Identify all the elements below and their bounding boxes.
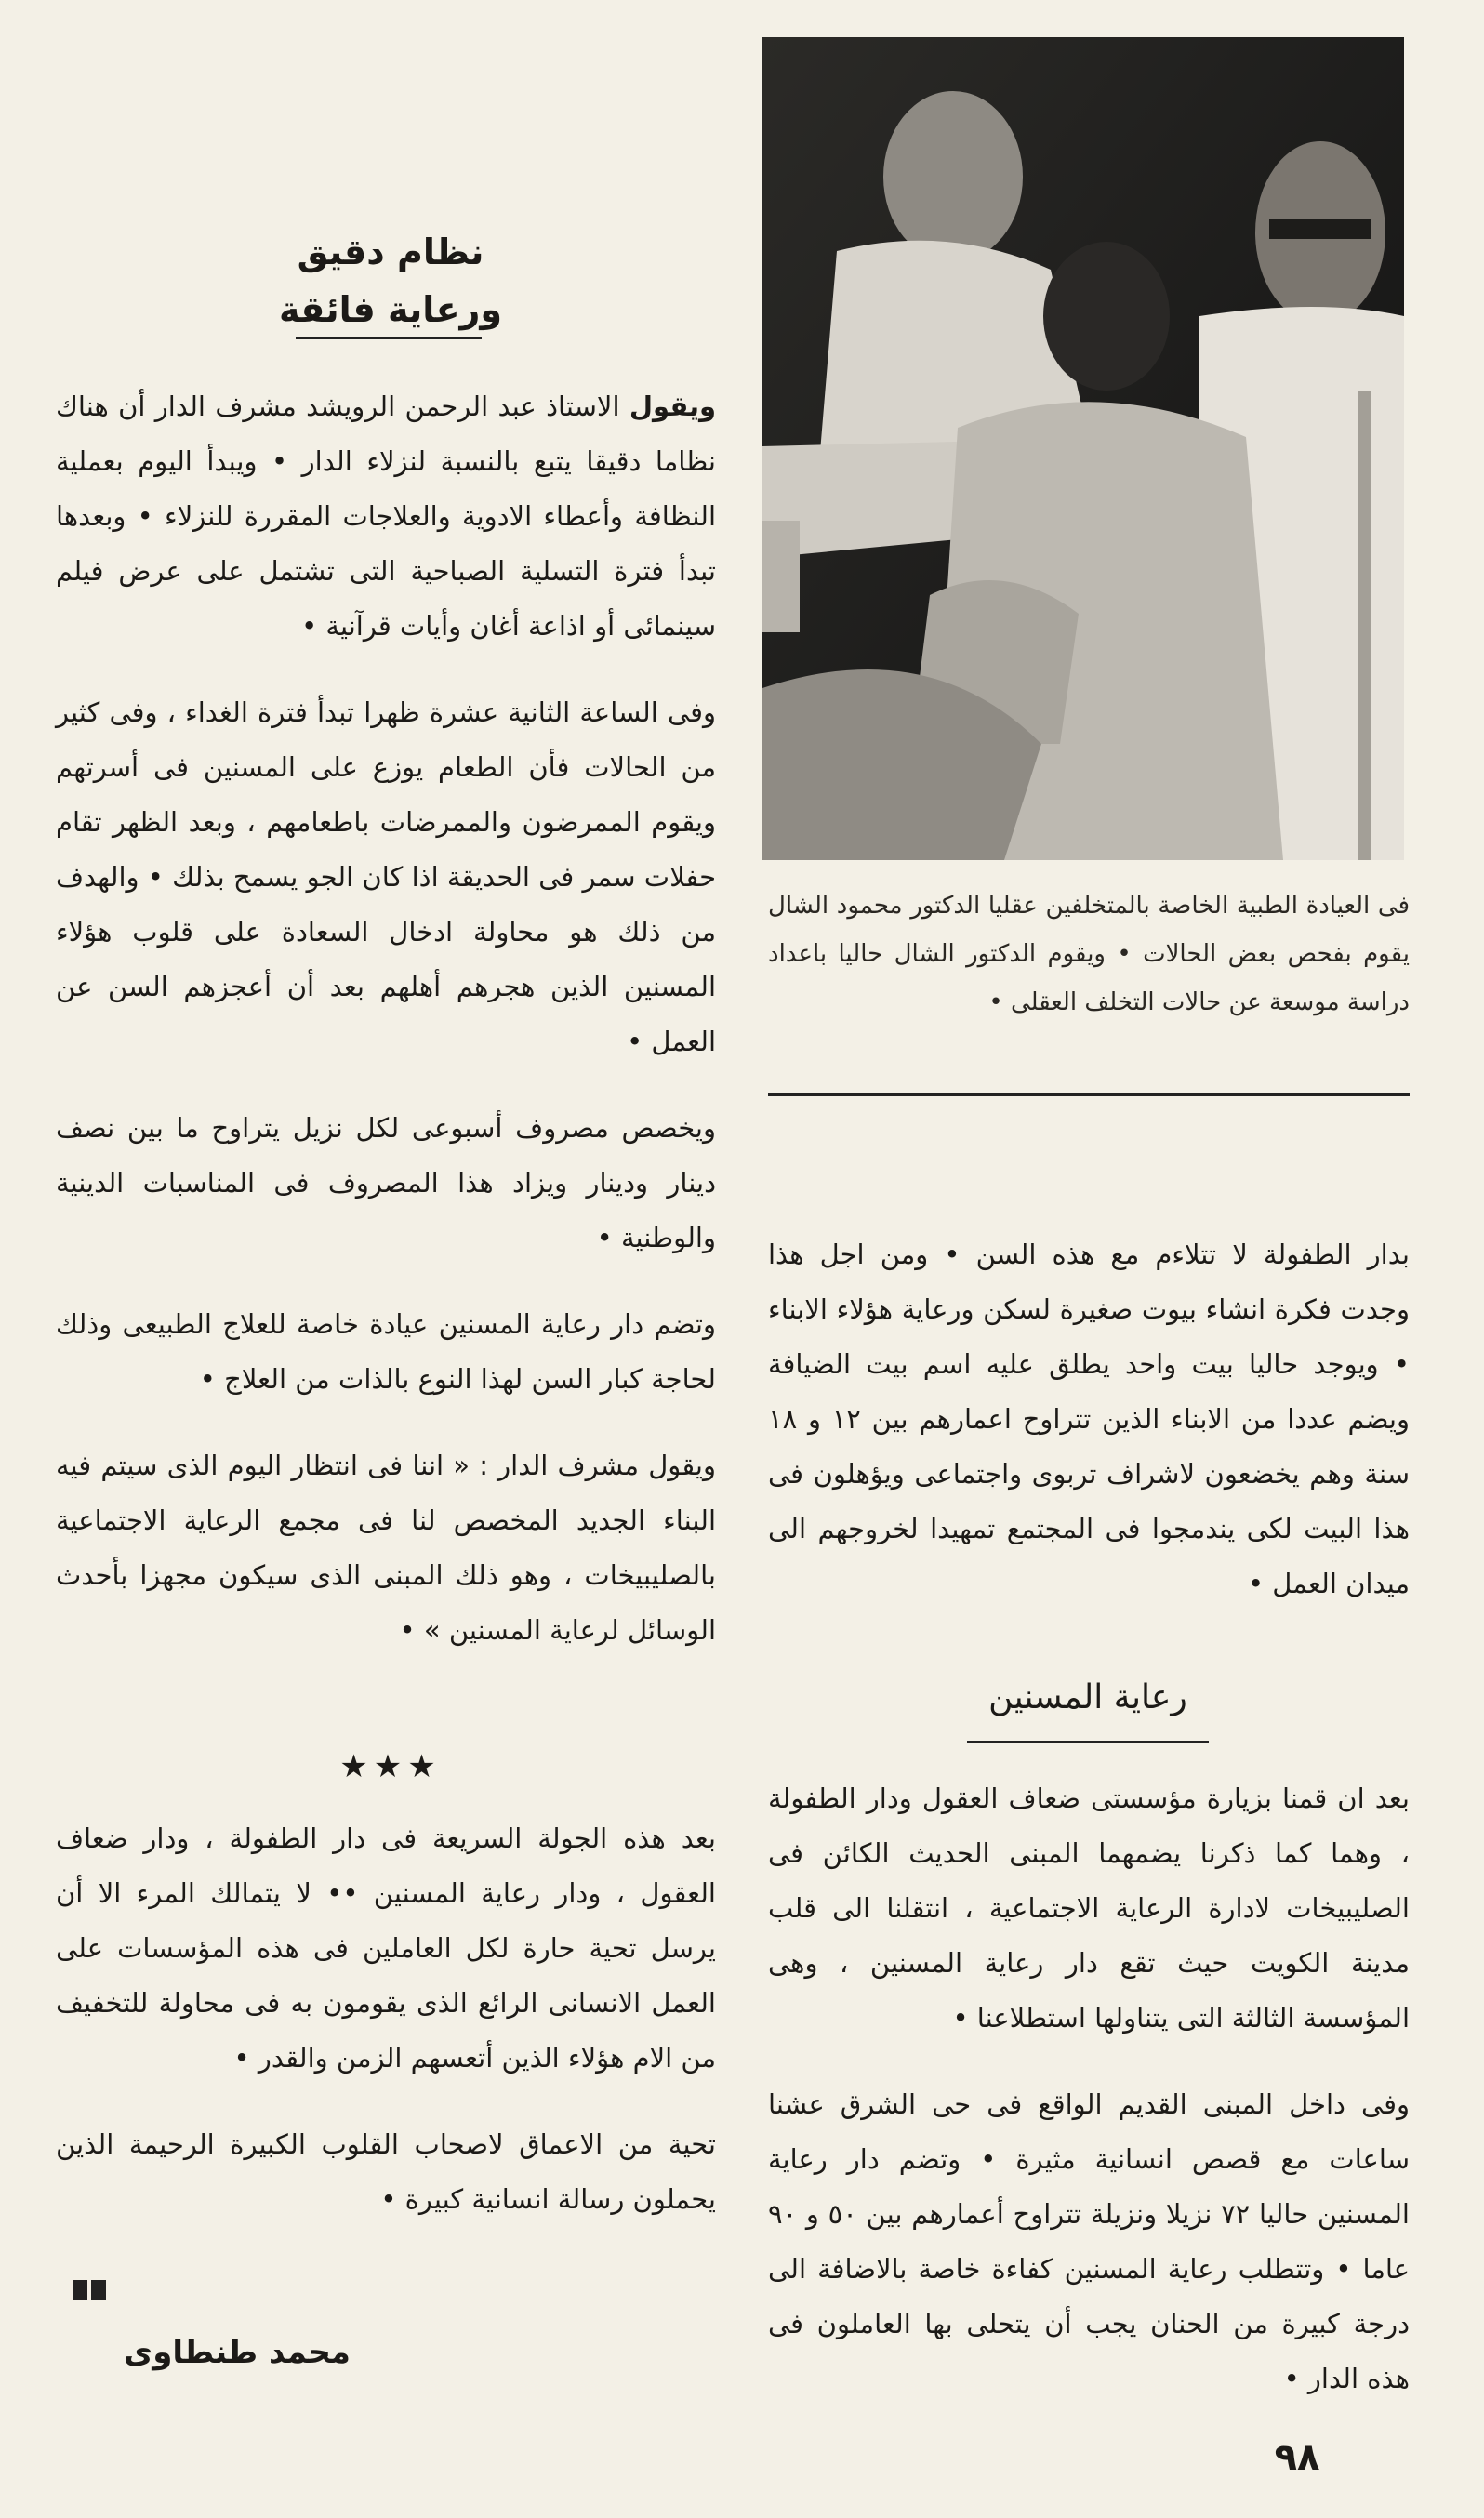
left-section-heading	[232, 223, 549, 338]
left-heading-line-1: نظام دقيق	[297, 232, 484, 272]
section-separator-stars: ★★★	[339, 1748, 442, 1785]
clinic-photo-illustration	[762, 37, 1404, 860]
left-paragraph-3: ويخصص مصروف أسبوعى لكل نزيل يتراوح ما بين نصف دينار ودينار ويزاد هذا المصروف فى المناسبات الدينية والوطنية •	[56, 1112, 716, 1253]
left-paragraph-4: وتضم دار رعاية المسنين عيادة خاصة للعلاج الطبيعى وذلك لحاجة كبار السن لهذا النوع بالذات من العلاج •	[56, 1308, 716, 1395]
left-paragraph-2: وفى الساعة الثانية عشرة ظهرا تبدأ فترة الغداء ، وفى كثير من الحالات فأن الطعام يوزع على المسنين فى أسرتهم ويقوم الممرضون والممرضات باطعامهم ، وبعد الظهر تقام حفلات سمر فى الحديقة اذا كان الجو يسمح بذلك • والهدف من ذلك هو محاولة ادخال السعادة على قلوب هؤلاء المسنين الذين هجرهم أهلهم بعد أن أعجزهم السن عن العمل •	[56, 696, 716, 1057]
left-paragraph-1-lead: ويقول	[629, 391, 716, 422]
left-column-body-bottom	[56, 1811, 716, 2259]
right-paragraph-1: بدار الطفولة لا تتلاءم مع هذه السن • ومن اجل هذا وجدت فكرة انشاء بيوت صغيرة لسكن ورعاية هؤلاء الابناء • ويوجد حاليا بيت واحد يطلق عليه اسم بيت الضيافة ويضم عددا من الابناء الذين تتراوح اعمارهم بين ١٢ و ١٨ سنة وهم يخضعون لاشراف تربوى واجتماعى ويؤهلون فى هذا البيت لكى يندمجوا فى المجتمع تمهيدا لخروجهم الى ميدان العمل •	[768, 1239, 1410, 1599]
right-column-body-bottom	[768, 1771, 1410, 2438]
right-paragraph-2: بعد ان قمنا بزيارة مؤسستى ضعاف العقول ودار الطفولة ، وهما كما ذكرنا يضمهما المبنى الحديث الكائن فى الصليبيخات لادارة الرعاية الاجتماعية ، انتقلنا الى قلب مدينة الكويت حيث تقع دار رعاية المسنين ، وهى المؤسسة الثالثة التى يتناولها استطلاعنا •	[768, 1782, 1410, 2034]
page-number: ٩٨	[1274, 2436, 1320, 2479]
right-heading-underline	[967, 1741, 1209, 1743]
left-paragraph-6: بعد هذه الجولة السريعة فى دار الطفولة ، ودار ضعاف العقول ، ودار رعاية المسنين •• لا يتمالك المرء الا أن يرسل تحية حارة لكل العاملين فى هذه المؤسسات على العمل الانسانى الرائع الذى يقومون به فى محاولة للتخفيف من الام هؤلاء الذين أتعسهم الزمن والقدر •	[56, 1822, 716, 2074]
left-paragraph-1	[56, 379, 716, 654]
right-paragraph-3: وفى داخل المبنى القديم الواقع فى حى الشرق عشنا ساعات مع قصص انسانية مثيرة • وتضم دار رعاية المسنين حاليا ٧٢ نزيلا ونزيلة تتراوح أعمارهم بين ٥٠ و ٩٠ عاما • وتتطلب رعاية المسنين كفاءة خاصة بالاضافة الى درجة كبيرة من الحنان يجب أن يتحلى بها العاملون فى هذه الدار •	[768, 2088, 1410, 2394]
caption-divider	[768, 1093, 1410, 1096]
left-heading-line-2: ورعاية فائقة	[278, 289, 503, 330]
article-end-mark	[73, 2280, 110, 2304]
left-paragraph-7: تحية من الاعماق لاصحاب القلوب الكبيرة الرحيمة الذين يحملون رسالة انسانية كبيرة •	[56, 2128, 716, 2215]
left-paragraph-5: ويقول مشرف الدار : « اننا فى انتظار اليوم الذى سيتم فيه البناء الجديد المخصص لنا فى مجمع الرعاية الاجتماعية بالصليبيخات ، وهو ذلك المبنى الذى سيكون مجهزا بأحدث الوسائل لرعاية المسنين » •	[56, 1450, 716, 1646]
clinic-photo	[762, 37, 1404, 860]
photo-caption: فى العيادة الطبية الخاصة بالمتخلفين عقليا الدكتور محمود الشال يقوم بفحص بعض الحالات • ويقوم الدكتور الشال حاليا باعداد دراسة موسعة عن حالات التخلف العقلى •	[768, 892, 1410, 1016]
left-heading-underline	[296, 337, 482, 339]
right-section-heading: رعاية المسنين	[988, 1678, 1187, 1716]
right-column-body-top	[768, 1227, 1410, 1643]
left-paragraph-1-text: الاستاذ عبد الرحمن الرويشد مشرف الدار أن هناك نظاما دقيقا يتبع بالنسبة لنزلاء الدار • ويبدأ اليوم بعملية النظافة وأعطاء الادوية والعلاجات المقررة للنزلاء • وبعدها تبدأ فترة التسلية الصباحية التى تشتمل على عرض فيلم سينمائى أو اذاعة أغان وأيات قرآنية •	[56, 391, 716, 642]
left-column-body-top	[56, 379, 716, 1690]
author-name: محمد طنطاوى	[124, 2334, 351, 2371]
